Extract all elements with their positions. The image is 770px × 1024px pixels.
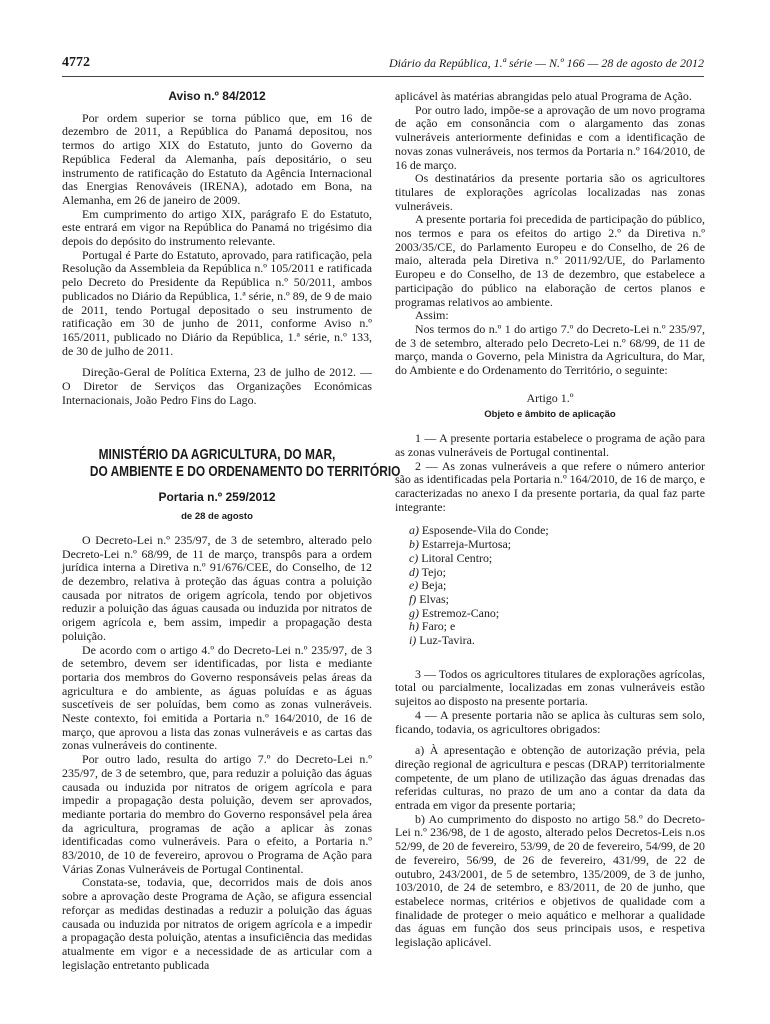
zones-list [395, 524, 705, 647]
portaria-paragraph-8: A presente portaria foi precedida de participação do público, nos termos e para os efeitos do artigo 2.º da Diretiva n.º 2003/35/CE, do Parlamento Europeu e do Conselho, de 26 de maio, alterada pela Diretiva n.º 2011/92/UE, do Parlamento Europeu e do Conselho, de 13 de dezembro, que estabelece a participação do público na elaboração de certos planos e programas relativos ao ambiente. [395, 212, 705, 309]
aviso-signature: Direção-Geral de Política Externa, 23 de julho de 2012. — O Diretor de Serviços das Organizações Económicas Internacionais, João Pedro Fins do Lago. [62, 365, 372, 407]
artigo-item-4: 4 — A presente portaria não se aplica às culturas sem solo, ficando, todavia, os agricultores obrigados: [395, 707, 705, 736]
portaria-paragraph-6: Por outro lado, impõe-se a aprovação de um novo programa de ação em consonância com o alargamento das zonas vulneráveis anteriormente definidas e com a identificação de novas zonas vulneráveis, nos termos da Portaria n.º 164/2010, de 16 de março. [395, 102, 705, 172]
artigo-item-3: 3 — Todos os agricultores titulares de explorações agrícolas, total ou parcialmente, localizadas em zonas vulneráveis estão sujeitos ao disposto na presente portaria. [395, 666, 705, 709]
header-rule [62, 76, 704, 77]
portaria-paragraph-10: Nos termos do n.º 1 do artigo 7.º do Decreto-Lei n.º 235/97, de 3 de setembro, alterado pelo Decreto-Lei n.º 68/99, de 11 de março, manda o Governo, pela Ministra da Agricultura, do Mar, do Ambiente e do Ordenamento do Território, o seguinte: [395, 321, 705, 378]
running-title: Diário da República, 1.ª série — N.º 166 — 28 de agosto de 2012 [388, 56, 704, 70]
page-header [62, 55, 704, 73]
list-item: d) Tejo; [409, 564, 446, 579]
list-item: c) Litoral Centro; [409, 550, 493, 565]
ministry-heading [89, 447, 401, 481]
artigo-item-1: 1 — A presente portaria estabelece o programa de ação para as zonas vulneráveis de Portugal continental. [395, 431, 705, 459]
artigo-item-4b: b) Ao cumprimento do disposto no artigo 58.º do Decreto-Lei n.º 236/98, de 1 de agosto, alterado pelos Decretos-Leis n.os 52/99, de 20 de fevereiro, 53/99, de 20 de fevereiro, 54/99, de 20 de fevereiro, 56/99, de 26 de fevereiro, 431/99, de 22 de outubro, 243/2001, de 5 de setembro, 135/2009, de 3 de junho, 103/2010, de 24 de setembro, e 83/2011, de 20 de junho, que estabelece normas, critérios e objetivos de qualidade com a finalidade de proteger o meio aquático e melhorar a qualidade das águas em função dos seus principais usos, e respetiva legislação aplicável. [395, 811, 705, 950]
portaria-title: Portaria n.º 259/2012 [158, 490, 276, 505]
aviso-paragraph-1: Por ordem superior se torna público que, em 16 de dezembro de 2011, a República do Panamá depositou, nos termos do artigo XIX do Estatuto, junto do Governo da República Federal da Alemanha, país depositário, o seu instrumento de ratificação do Estatuto da Agência Internacional das Energias Renováveis (IRENA), adotado em Bona, na Alemanha, em 26 de janeiro de 2009. [62, 110, 372, 207]
ministry-line-2: DO AMBIENTE E DO ORDENAMENTO DO TERRITÓRIO [89, 464, 401, 481]
aviso-paragraph-3: Portugal é Parte do Estatuto, aprovado, para ratificação, pela Resolução da Assembleia da República n.º 105/2011 e ratificada pelo Decreto do Presidente da República n.º 50/2011, ambos publicados no Diário da República, 1.ª série, n.º 89, de 9 de maio de 2011, tendo Portugal depositado o seu instrumento de ratificação em 30 de junho de 2011, conforme Aviso n.º 165/2011, publicado no Diário da República, 1.ª série, n.º 133, de 30 de julho de 2011. [62, 247, 372, 358]
artigo-subheading: Objeto e âmbito de aplicação [484, 409, 616, 421]
artigo-item-4a: a) À apresentação e obtenção de autorização prévia, pela direção regional de agricultura e pescas (DRAP) territorialmente competente, de um plano de utilização das águas drenadas das referidas culturas, no prazo de um ano a contar da data da entrada em vigor da presente portaria; [395, 743, 705, 813]
aviso-paragraph-2: Em cumprimento do artigo XIX, parágrafo E do Estatuto, este entrará em vigor na República do Panamá no trigésimo dia depois do depósito do instrumento relevante. [62, 206, 372, 249]
left-column [62, 89, 401, 972]
portaria-paragraph-3: Por outro lado, resulta do artigo 7.º do Decreto-Lei n.º 235/97, de 3 de setembro, que, para reduzir a poluição das águas causada ou induzida por nitratos de origem agrícola e para impedir a propagação desta poluição, devem ser aprovados, mediante portaria do membro do Governo responsável pela área da agricultura, programas de ação a aplicar às zonas identificadas como vulneráveis. Para o efeito, a Portaria n.º 83/2010, de 10 de fevereiro, aprovou o Programa de Ação para Várias Zonas Vulneráveis de Portugal Continental. [62, 752, 372, 876]
list-item: e) Beja; [409, 578, 447, 593]
list-item: h) Faro; e [409, 619, 456, 634]
portaria-paragraph-9: Assim: [415, 308, 449, 323]
right-column [395, 90, 705, 950]
page-number: 4772 [62, 55, 90, 70]
list-item: b) Estarreja-Murtosa; [409, 537, 512, 552]
list-item: i) Luz-Tavira. [409, 633, 475, 648]
list-item: g) Estremoz-Cano; [409, 605, 500, 620]
portaria-paragraph-7: Os destinatários da presente portaria são os agricultores titulares de explorações agrícolas localizadas nas zonas vulneráveis. [395, 171, 705, 213]
portaria-paragraph-4: Constata-se, todavia, que, decorridos mais de dois anos sobre a aprovação deste Programa de Ação, se afigura essencial reforçar as medidas destinadas a reduzir a poluição das águas causada ou induzida por nitratos de origem agrícola e a impedir a propagação desta poluição, atentas a insuficiência das medidas atualmente em vigor e a necessidade de as articular com a legislação entretanto publicada [62, 875, 372, 972]
artigo-heading: Artigo 1.º [526, 390, 574, 405]
portaria-paragraph-2: De acordo com o artigo 4.º do Decreto-Lei n.º 235/97, de 3 de setembro, devem ser identificadas, por lista e mediante portaria dos membros do Governo responsáveis pelas áreas da agricultura e do ambiente, as águas poluídas e as águas suscetíveis de ser poluídas, bem como as zonas vulneráveis. Neste contexto, foi emitida a Portaria n.º 164/2010, de 16 de março, que aprovou a lista das zonas vulneráveis e as cartas das zonas vulneráveis do continente. [62, 642, 372, 753]
list-item: a) Esposende-Vila do Conde; [409, 523, 549, 538]
portaria-paragraph-5: aplicável às matérias abrangidas pelo atual Programa de Ação. [395, 89, 692, 103]
ministry-line-1: MINISTÉRIO DA AGRICULTURA, DO MAR, [98, 447, 336, 464]
portaria-date: de 28 de agosto [181, 511, 253, 523]
list-item: f) Elvas; [409, 591, 449, 606]
aviso-title: Aviso n.º 84/2012 [168, 89, 266, 103]
portaria-paragraph-1: O Decreto-Lei n.º 235/97, de 3 de setembro, alterado pelo Decreto-Lei n.º 68/99, de 11 de março, transpôs para a ordem jurídica interna a Diretiva n.º 91/676/CEE, do Conselho, de 12 de dezembro, relativa à proteção das águas contra a poluição causada por nitratos de origem agrícola, tendo por objetivos reduzir a poluição das águas causada ou induzida por nitratos de origem agrícola e, bem assim, impedir a propagação desta poluição. [62, 532, 372, 643]
artigo-item-2: 2 — As zonas vulneráveis a que refere o número anterior são as identificadas pela Portaria n.º 164/2010, de 16 de março, e caracterizadas no anexo I da presente portaria, da qual faz parte integrante: [395, 458, 705, 514]
